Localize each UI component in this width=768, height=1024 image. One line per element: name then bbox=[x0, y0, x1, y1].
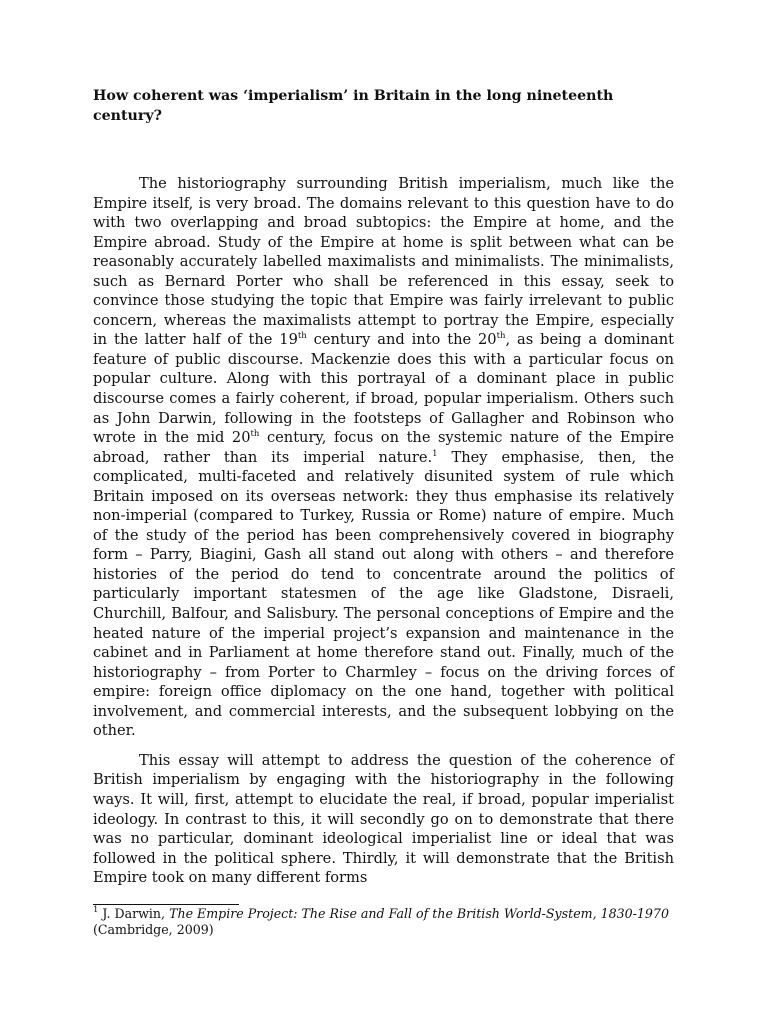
paragraph-1-text-e: They emphasise, then, the complicated, multi-faceted and relatively disunited system of rule which Britain imposed on its overseas network: they thus emphasise its relatively non-imperial (compared to Turkey, Russia or Rome) nature of empire. Much of the study of the period has been comprehensively covered in biography form – Parry, Biagini, Gash all stand out along with others – and therefore histories of the period do tend to concentrate around the politics of particularly important statesmen of the age like Gladstone, Disraeli, Churchill, Balfour, and Salisbury. The personal conceptions of Empire and the heated nature of the imperial project’s expansion and maintenance in the cabinet and in Parliament at home therefore stand out. Finally, much of the historiography – from Porter to Charmley – focus on the driving forces of empire: foreign office diplomacy on the one hand, together with political involvement, and commercial interests, and the subsequent lobbying on the other. bbox=[93, 448, 674, 740]
footnote-separator bbox=[93, 904, 239, 905]
footnote-author: J. Darwin, bbox=[98, 906, 170, 921]
superscript-th: th bbox=[297, 331, 307, 342]
footnote-marker: 1 bbox=[93, 905, 99, 915]
footnote-publication: (Cambridge, 2009) bbox=[93, 921, 214, 937]
superscript-th: th bbox=[496, 331, 506, 342]
superscript-th: th bbox=[250, 429, 260, 440]
paragraph-1-text-b: century and into the 20 bbox=[306, 331, 497, 349]
footnote bbox=[93, 906, 674, 937]
footnote-book-title: The Empire Project: The Rise and Fall of the British World-System, 1830-1970 bbox=[169, 906, 669, 921]
paragraph-1-text-a: The historiography surrounding British imperialism, much like the Empire itself, is very broad. The domains relevant to this question have to do with two overlapping and broad subtopics: the Empire at home, and the Empire abroad. Study of the Empire at home is split between what can be reasonably accurately labelled maximalists and minimalists. The minimalists, such as Bernard Porter who shall be referenced in this essay, seek to convince those studying the topic that Empire was fairly irrelevant to public concern, whereas the maximalists attempt to portray the Empire, especially in the latter half of the 19 bbox=[93, 175, 674, 349]
paragraph-1 bbox=[93, 174, 674, 741]
paragraph-1-text-d: century, focus on the systemic nature of the Empire abroad, rather than its imperial nature. bbox=[93, 429, 674, 466]
paragraph-1-text-c: , as being a dominant feature of public discourse. Mackenzie does this with a particular focus on popular culture. Along with this portrayal of a dominant place in public discourse comes a fairly coherent, if broad, popular imperialism. Others such as John Darwin, following in the footsteps of Gallagher and Robinson who wrote in the mid 20 bbox=[93, 331, 674, 447]
footnote-reference[interactable]: 1 bbox=[432, 448, 438, 459]
paragraph-2: This essay will attempt to address the question of the coherence of British imperialism by engaging with the historiography in the following ways. It will, first, attempt to elucidate the real, if broad, popular imperialist ideology. In contrast to this, it will secondly go on to demonstrate that there was no particular, dominant ideological imperialist line or ideal that was followed in the political sphere. Thirdly, it will demonstrate that the British Empire took on many different forms bbox=[93, 751, 674, 887]
essay-title: How coherent was ‘imperialism’ in Britain in the long nineteenth century? bbox=[93, 88, 614, 124]
document-page bbox=[93, 86, 674, 888]
